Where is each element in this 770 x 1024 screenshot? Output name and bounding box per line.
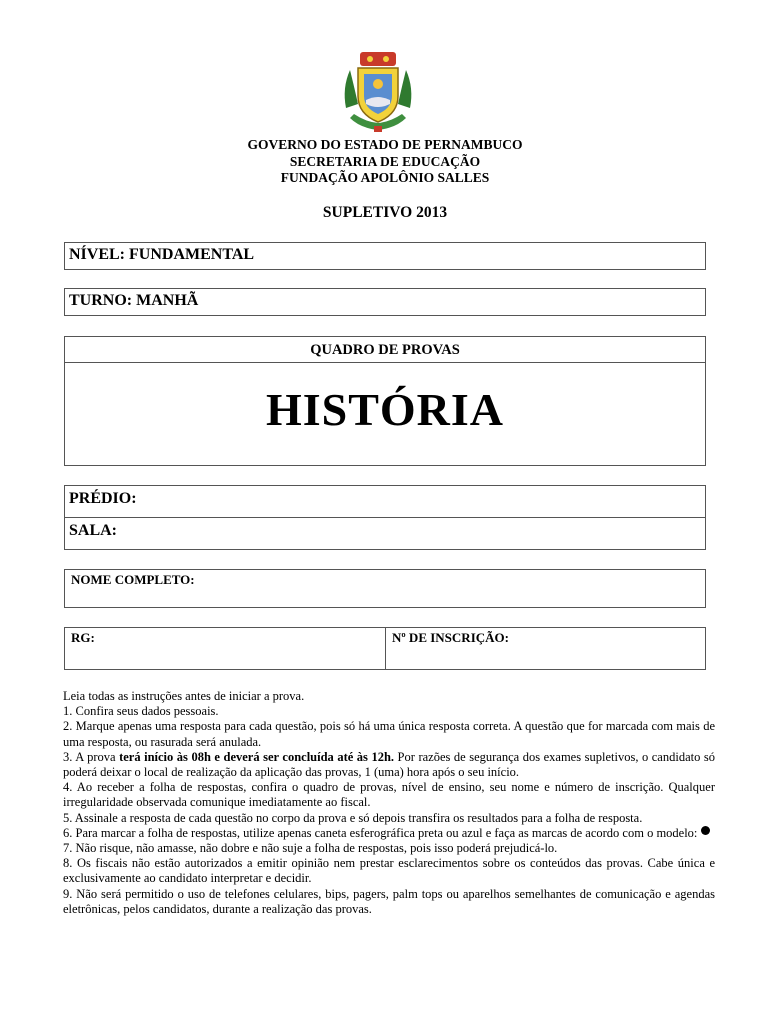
instruction-3 — [63, 750, 715, 780]
turno-field: TURNO: MANHÃ — [64, 288, 706, 316]
instruction-3-schedule: terá início às 08h e deverá ser concluída até às 12h. — [119, 749, 395, 764]
instructions-intro: Leia todas as instruções antes de iniciar a prova. — [63, 689, 305, 703]
filled-circle-icon — [701, 826, 710, 835]
rg-field[interactable]: RG: — [64, 627, 386, 670]
instruction-4: 4. Ao receber a folha de respostas, confira o quadro de provas, nível de ensino, seu nome e número de inscrição. Qualquer irregularidade observada comunique imediatamente ao fiscal. — [63, 780, 715, 810]
sala-field[interactable]: SALA: — [64, 517, 706, 550]
header-foundation: FUNDAÇÃO APOLÔNIO SALLES — [280, 170, 490, 185]
state-crest-emblem — [340, 48, 416, 136]
institution-header — [0, 137, 770, 187]
instruction-7: 7. Não risque, não amasse, não dobre e não suje a folha de respostas, pois isso poderá prejudicá-lo. — [63, 841, 558, 856]
instruction-8: 8. Os fiscais não estão autorizados a emitir opinião nem prestar esclarecimentos sobre os conteúdos das provas. Cabe única e exclusivamente ao candidato interpretar e decidir. — [63, 856, 715, 886]
header-government: GOVERNO DO ESTADO DE PERNAMBUCO — [247, 137, 523, 152]
header-secretariat: SECRETARIA DE EDUCAÇÃO — [289, 153, 481, 169]
predio-field[interactable]: PRÉDIO: — [64, 485, 706, 518]
instruction-2: 2. Marque apenas uma resposta para cada questão, pois só há uma única resposta correta. A questão que for marcada com mais de uma resposta, ou rasurada será anulada. — [63, 719, 715, 749]
nome-completo-field[interactable]: NOME COMPLETO: — [64, 569, 706, 608]
instruction-6-text: 6. Para marcar a folha de respostas, utilize apenas caneta esferográfica preta ou azul e faça as marcas de acordo com o modelo: — [63, 825, 698, 840]
nivel-field: NÍVEL: FUNDAMENTAL — [64, 242, 706, 270]
instruction-1: 1. Confira seus dados pessoais. — [63, 704, 219, 719]
instructions — [63, 689, 715, 917]
subject-title: HISTÓRIA — [265, 384, 505, 435]
exam-title: SUPLETIVO 2013 — [322, 204, 448, 221]
instruction-3-start: 3. A prova — [63, 749, 120, 764]
instruction-9: 9. Não será permitido o uso de telefones celulares, bips, pagers, palm tops ou aparelhos semelhantes de comunicação e agendas eletrônicas, pelos candidatos, durante a realização das provas. — [63, 886, 715, 916]
instruction-3-end: Por razões de segurança dos exames supletivos, o candidato só poderá deixar o local de realização da aplicação das provas, 1 (uma) hora após o seu início. — [63, 749, 715, 780]
instruction-5: 5. Assinale a resposta de cada questão no corpo da prova e só depois transfira os resultados para a folha de resposta. — [63, 810, 643, 825]
instruction-6 — [63, 826, 715, 841]
inscricao-field[interactable]: Nº DE INSCRIÇÃO: — [385, 627, 706, 670]
quadro-heading: QUADRO DE PROVAS — [64, 336, 706, 363]
